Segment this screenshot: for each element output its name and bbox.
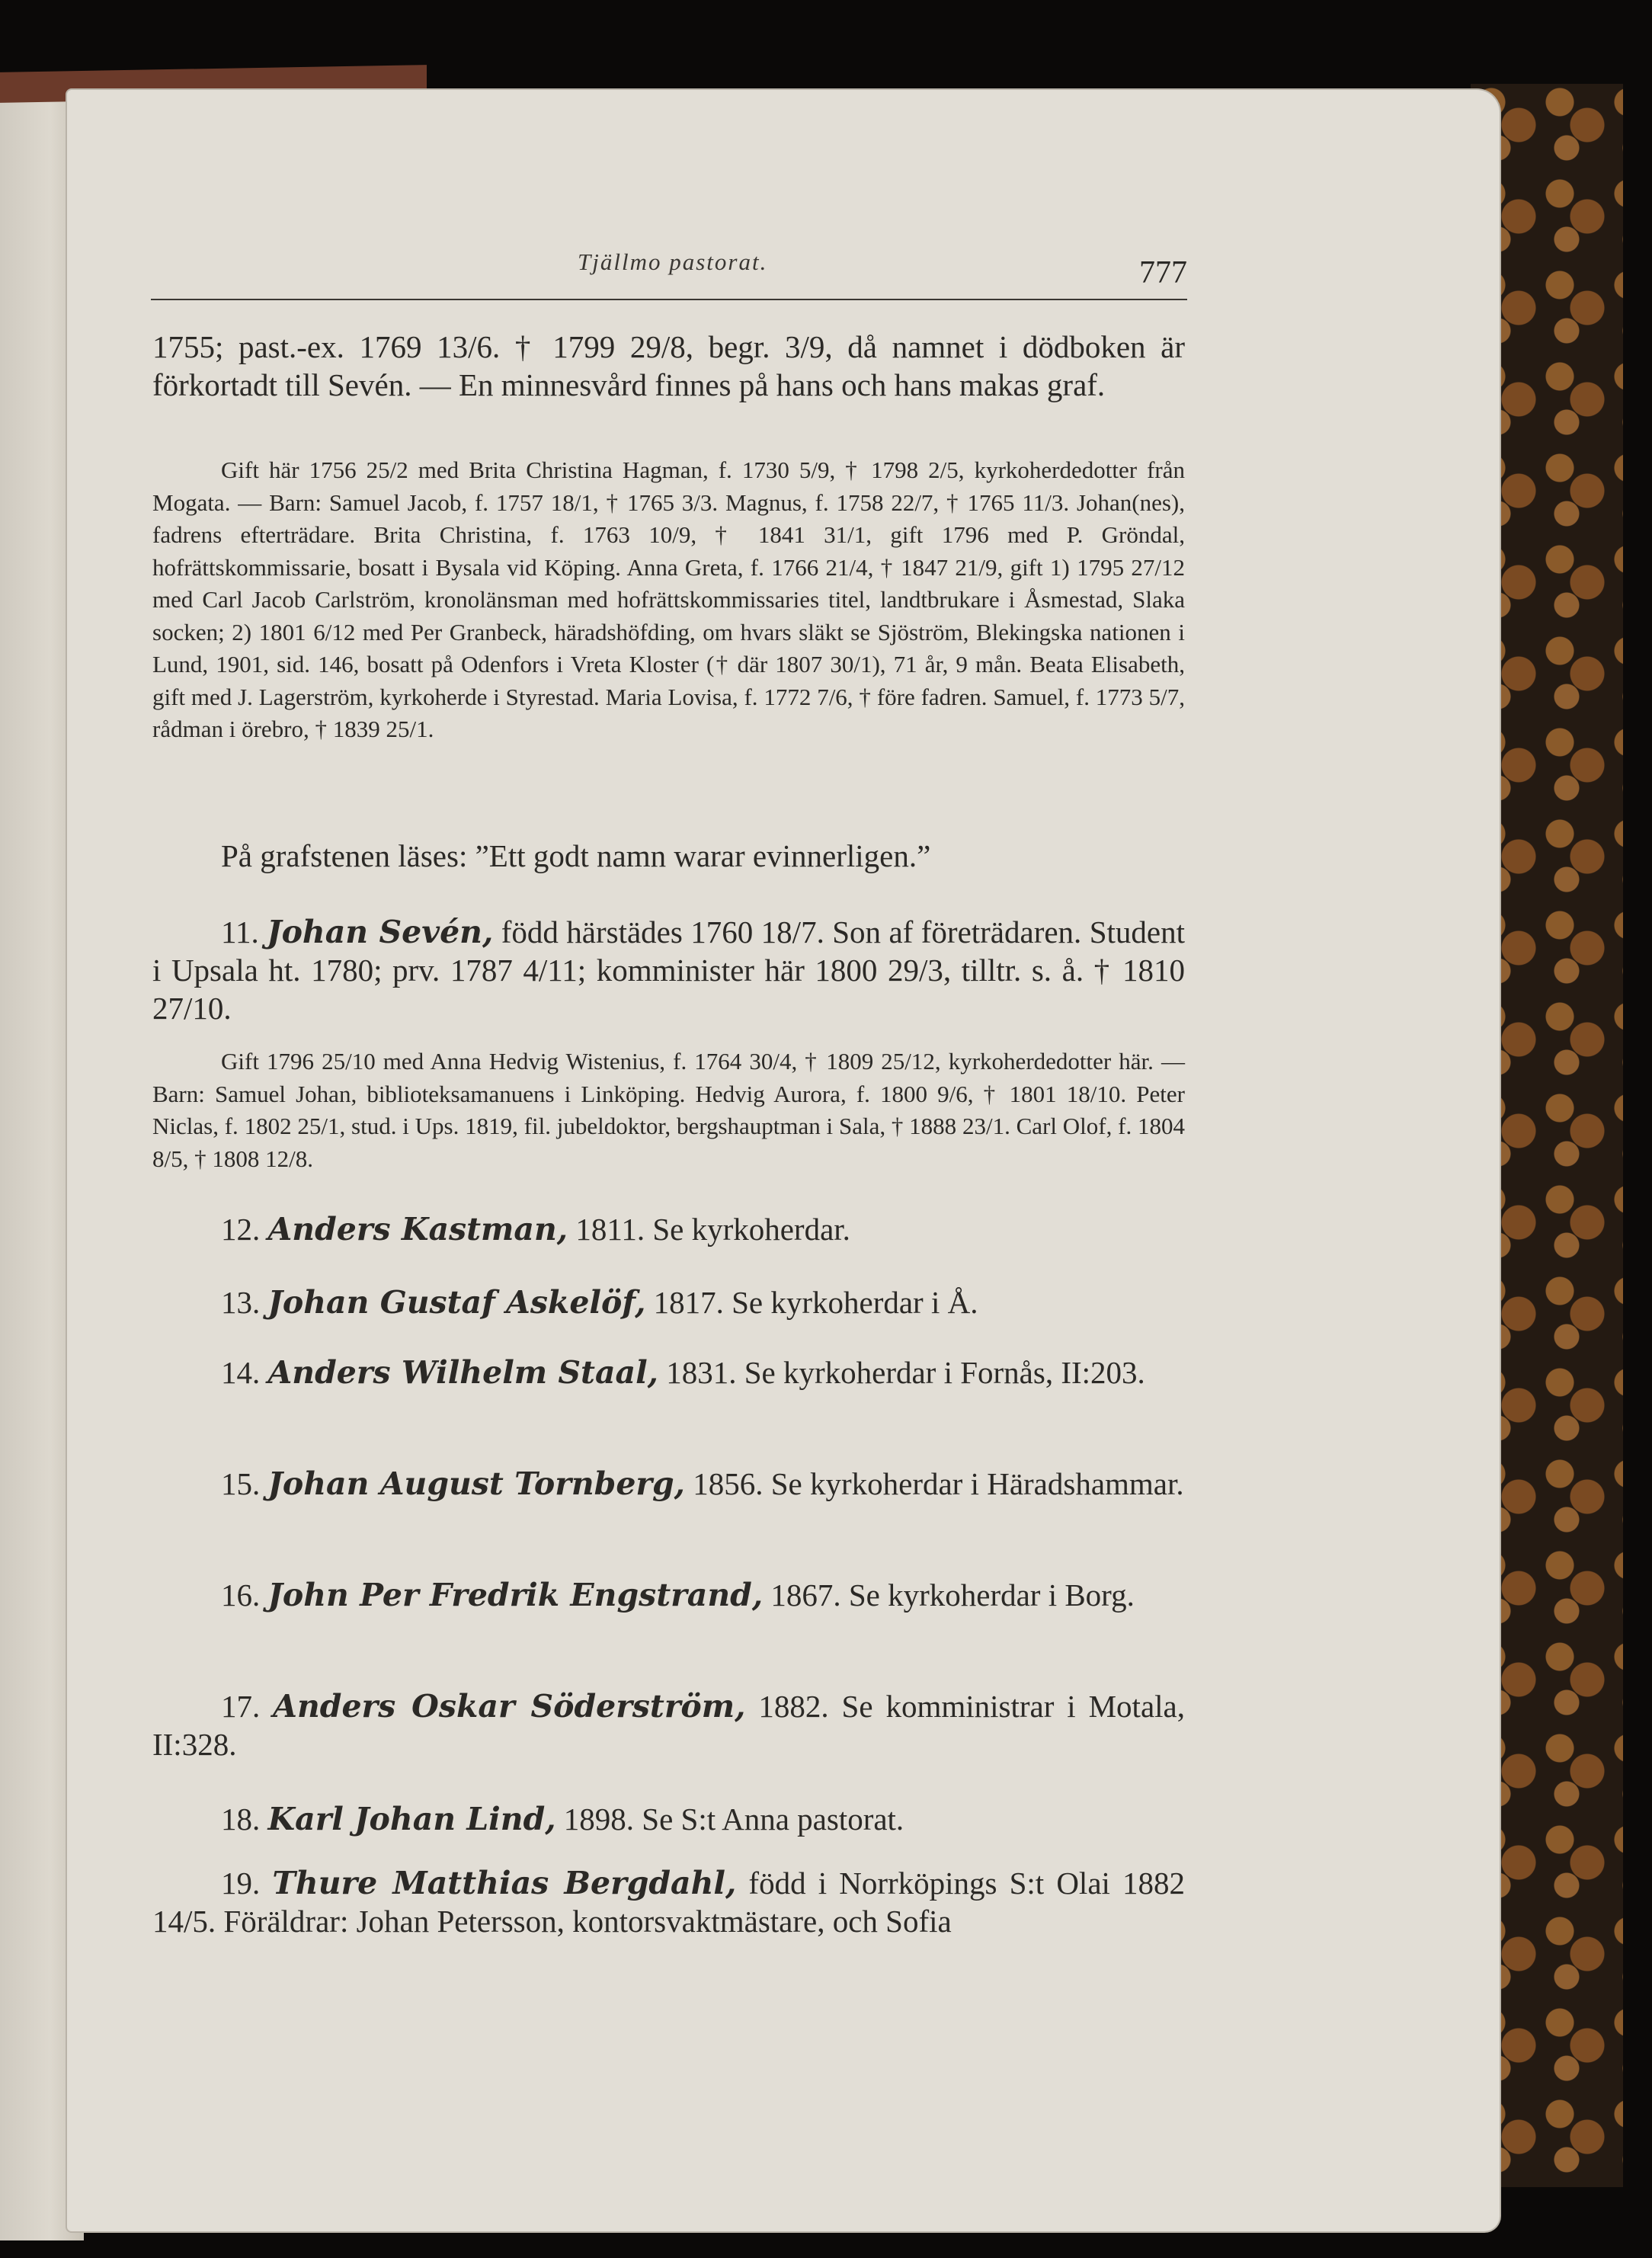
grave-inscription: På grafstenen läses: ”Ett godt namn warar evinnerligen.” [221, 838, 931, 873]
entry-number: 14. [221, 1355, 261, 1390]
entry-text: 1831. Se kyrkoherdar i Fornås, II:203. [666, 1355, 1145, 1390]
running-header [151, 248, 1187, 300]
entry-11 [152, 913, 1185, 1027]
entry-name: Anders Oskar Söderström, [273, 1688, 746, 1725]
paragraph-seven-end: 1755; past.-ex. 1769 13/6. † 1799 29/8, begr. 3/9, då namnet i dödboken är förkortadt till Sevén. — En minnesvård finnes på hans och hans makas graf. [152, 329, 1185, 402]
entry-number: 17. [221, 1689, 261, 1724]
entry-16 [152, 1576, 1185, 1614]
entry-13 [152, 1283, 1185, 1321]
entry-number: 13. [221, 1285, 261, 1320]
entry-19 [152, 1864, 1185, 1940]
entry-text: 1817. Se kyrkoherdar i Å. [653, 1285, 978, 1320]
family-paragraph-entry-11: Gift 1796 25/10 med Anna Hedvig Wistenius, f. 1764 30/4, † 1809 25/12, kyrkoherdedotter här. — Barn: Samuel Johan, biblioteksamanuens i Linköping. Hedvig Aurora, f. 1800 9/6, † 1801 18/10. Peter Niclas, f. 1802 25/1, stud. i Ups. 1819, fil. jubeldoktor, bergshauptman i Sala, † 1888 23/1. Carl Olof, f. 1804 8/5, † 1808 12/8. [152, 1048, 1185, 1172]
entry-name: Johan Sevén, [267, 914, 494, 950]
entry-12 [152, 1210, 1185, 1248]
entry-text: född i Norrköpings S:t Olai 1882 14/5. Föräldrar: Johan Petersson, kontorsvaktmästare, och Sofia [152, 1866, 1186, 1939]
entry-text: 1898. Se S:t Anna pastorat. [563, 1802, 904, 1837]
entry-number: 19. [221, 1866, 261, 1901]
entry-name: Anders Kastman, [267, 1211, 568, 1248]
entry-name: Johan Gustaf Askelöf, [267, 1284, 646, 1321]
entry-name: Johan August Tornberg, [267, 1465, 685, 1502]
entry-15 [152, 1465, 1185, 1503]
entry-number: 18. [221, 1802, 261, 1837]
entry-17 [152, 1687, 1185, 1763]
page-number: 777 [1139, 255, 1187, 290]
entry-name: John Per Fredrik Engstrand, [267, 1577, 764, 1613]
entry-text: 1811. Se kyrkoherdar. [575, 1212, 850, 1247]
entry-name: Thure Matthias Bergdahl, [272, 1865, 737, 1901]
family-paragraph-seven: Gift här 1756 25/2 med Brita Christina Hagman, f. 1730 5/9, † 1798 2/5, kyrkoherdedotter från Mogata. — Barn: Samuel Jacob, f. 1757 18/1, † 1765 3/3. Magnus, f. 1758 22/7, † 1765 11/3. Johan(nes), fadrens efterträdare. Brita Christina, f. 1763 10/9, † 1841 31/1, gift 1796 med P. Gröndal, hofrättskommissarie, bosatt i Bysala vid Köping. Anna Greta, f. 1766 21/4, † 1847 21/9, gift 1) 1795 27/12 med Carl Jacob Carlström, kronolänsman med hofrättskommissaries titel, landtbrukare i Åsmestad, Slaka socken; 2) 1801 6/12 med Per Granbeck, häradshöfding, om hvars släkt se Sjöström, Blekingska nationen i Lund, 1901, sid. 146, bosatt på Odenfors i Vreta Kloster († där 1807 30/1), 71 år, 9 mån. Beata Elisabeth, gift med J. Lagerström, kyrkoherde i Styrestad. Maria Lovisa, f. 1772 7/6, † före fadren. Samuel, f. 1773 5/7, rådman i örebro, † 1839 25/1. [152, 456, 1185, 742]
entry-name: Anders Wilhelm Staal, [267, 1354, 658, 1391]
entry-text: född härstädes 1760 18/7. Son af företrädaren. Student i Upsala ht. 1780; prv. 1787 4/11; komminister här 1800 29/3, tilltr. s. å. † 1810 27/10. [152, 914, 1186, 1026]
entry-name: Karl Johan Lind, [267, 1801, 556, 1837]
header-title: Tjällmo pastorat. [578, 248, 768, 275]
entry-number: 12. [221, 1212, 261, 1247]
entry-number: 16. [221, 1577, 261, 1613]
entry-18 [152, 1800, 1185, 1838]
entry-14 [152, 1353, 1185, 1392]
entry-number: 11. [221, 914, 259, 950]
entry-text: 1867. Se kyrkoherdar i Borg. [770, 1577, 1135, 1613]
entry-number: 15. [221, 1466, 261, 1501]
entry-text: 1856. Se kyrkoherdar i Häradshammar. [693, 1466, 1184, 1501]
entry-text: 1882. Se komministrar i Motala, II:328. [152, 1689, 1185, 1762]
